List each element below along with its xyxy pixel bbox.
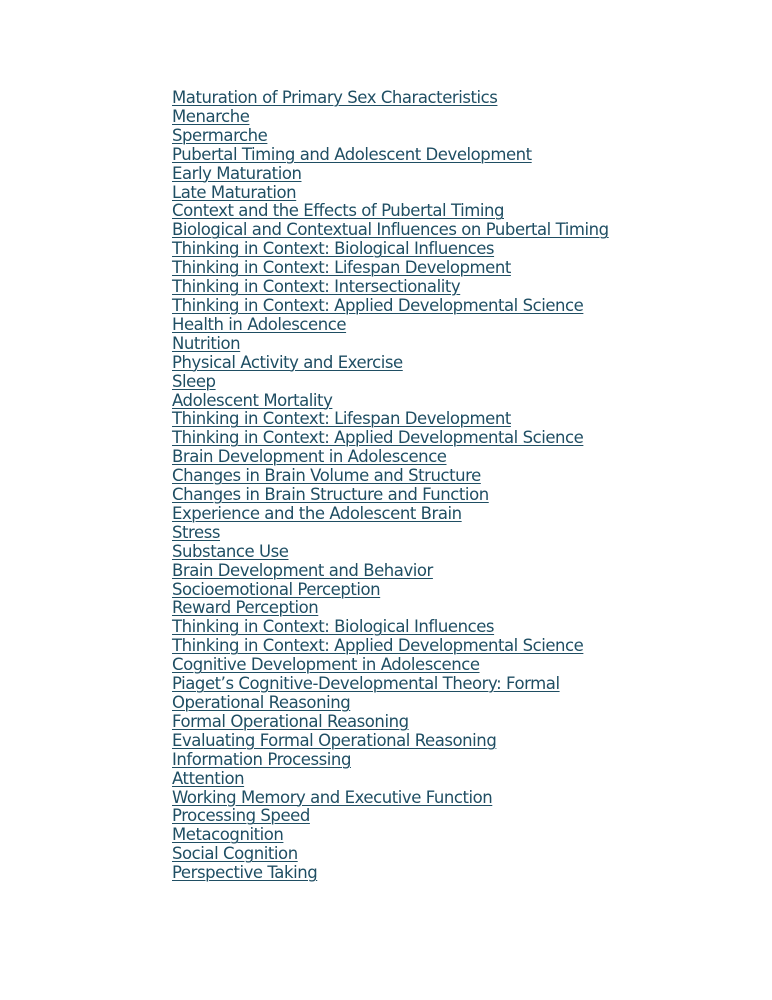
- toc-entry: [172, 562, 652, 581]
- toc-entry: [172, 240, 652, 259]
- toc-link-level-2[interactable]: Thinking in Context: Biological Influences: [172, 239, 495, 259]
- toc-link-level-2[interactable]: Changes in Brain Volume and Structure: [172, 466, 481, 486]
- toc-entry: [172, 807, 652, 826]
- toc-link-level-3[interactable]: Late Maturation: [172, 182, 297, 202]
- toc-entry: [172, 524, 652, 543]
- toc-link-level-2[interactable]: Changes in Brain Structure and Function: [172, 485, 489, 505]
- toc-link-level-3[interactable]: Socioemotional Perception: [172, 579, 381, 599]
- toc-link-level-2[interactable]: Brain Development and Behavior: [172, 560, 433, 580]
- toc-entry: [172, 486, 652, 505]
- toc-entry: [172, 202, 652, 221]
- toc-link-level-2[interactable]: Pubertal Timing and Adolescent Development: [172, 144, 532, 164]
- toc-link-level-2[interactable]: Maturation of Primary Sex Characteristics: [172, 88, 498, 107]
- toc-entry: [172, 770, 652, 789]
- toc-entry: [172, 845, 652, 864]
- toc-entry: [172, 165, 652, 184]
- toc-entry: [172, 354, 652, 373]
- toc-link-level-3[interactable]: Menarche: [172, 106, 250, 126]
- toc-link-level-2[interactable]: Sleep: [172, 371, 216, 391]
- toc-link-level-2[interactable]: Physical Activity and Exercise: [172, 352, 403, 372]
- toc-entry: [172, 429, 652, 448]
- toc-entry: [172, 826, 652, 845]
- toc-link-level-3[interactable]: Processing Speed: [172, 806, 310, 826]
- toc-entry: [172, 108, 652, 127]
- toc-link-level-3[interactable]: Working Memory and Executive Function: [172, 787, 493, 807]
- toc-entry: [172, 316, 652, 335]
- toc-link-level-3[interactable]: Evaluating Formal Operational Reasoning: [172, 730, 497, 750]
- toc-link-level-2[interactable]: Thinking in Context: Intersectionality: [172, 277, 461, 297]
- toc-link-level-2[interactable]: Thinking in Context: Applied Developmental Science: [172, 295, 584, 315]
- toc-link-level-1[interactable]: Cognitive Development in Adolescence: [172, 655, 480, 675]
- toc-entry: [172, 732, 652, 751]
- toc-link-level-2[interactable]: Social Cognition: [172, 844, 298, 864]
- toc-link-level-3[interactable]: Early Maturation: [172, 163, 302, 183]
- toc-link-level-2[interactable]: Biological and Contextual Influences on Pubertal Timing: [172, 220, 609, 240]
- toc-link-level-2[interactable]: Thinking in Context: Applied Developmental Science: [172, 636, 584, 656]
- toc-link-level-2[interactable]: Information Processing: [172, 749, 351, 769]
- toc-link-level-3[interactable]: Stress: [172, 522, 221, 542]
- toc-entry: [172, 410, 652, 429]
- toc-link-level-2[interactable]: Thinking in Context: Lifespan Development: [172, 409, 511, 429]
- toc-entry: [172, 656, 652, 675]
- toc-entry: [172, 637, 652, 656]
- toc-entry: [172, 581, 652, 600]
- toc-entry: [172, 864, 652, 883]
- toc-link-level-2[interactable]: Thinking in Context: Applied Developmental Science: [172, 428, 584, 448]
- toc-link-level-3[interactable]: Reward Perception: [172, 598, 319, 618]
- toc-link-level-3[interactable]: Attention: [172, 768, 245, 788]
- toc-entry: [172, 448, 652, 467]
- toc-link-level-2[interactable]: Nutrition: [172, 333, 241, 353]
- toc-entry: [172, 505, 652, 524]
- toc-entry: [172, 599, 652, 618]
- toc-link-level-3[interactable]: Context and the Effects of Pubertal Timing: [172, 201, 504, 221]
- toc-entry: [172, 543, 652, 562]
- toc-entry: [172, 467, 652, 486]
- toc-entry: [172, 278, 652, 297]
- toc-entry: [172, 127, 652, 146]
- toc-entry: [172, 789, 652, 808]
- table-of-contents: [172, 89, 652, 883]
- toc-link-level-2[interactable]: Adolescent Mortality: [172, 390, 333, 410]
- toc-link-level-2[interactable]: Experience and the Adolescent Brain: [172, 503, 462, 523]
- toc-link-level-3[interactable]: Metacognition: [172, 825, 284, 845]
- toc-link-level-2[interactable]: Piaget’s Cognitive-Developmental Theory: Formal Operational Reasoning: [172, 674, 560, 712]
- toc-link-level-3[interactable]: Spermarche: [172, 125, 268, 145]
- toc-entry: [172, 221, 652, 240]
- toc-entry: [172, 618, 652, 637]
- toc-link-level-3[interactable]: Perspective Taking: [172, 863, 318, 883]
- toc-link-level-3[interactable]: Substance Use: [172, 541, 289, 561]
- toc-entry: [172, 335, 652, 354]
- toc-entry: [172, 259, 652, 278]
- toc-link-level-2[interactable]: Thinking in Context: Lifespan Development: [172, 258, 511, 278]
- toc-entry: [172, 675, 652, 713]
- toc-entry: [172, 146, 652, 165]
- toc-entry: [172, 713, 652, 732]
- toc-entry: [172, 297, 652, 316]
- toc-entry: [172, 392, 652, 411]
- toc-link-level-2[interactable]: Thinking in Context: Biological Influences: [172, 617, 495, 637]
- toc-link-level-1[interactable]: Health in Adolescence: [172, 314, 347, 334]
- toc-entry: [172, 751, 652, 770]
- toc-link-level-1[interactable]: Brain Development in Adolescence: [172, 447, 447, 467]
- toc-entry: [172, 184, 652, 203]
- toc-entry: [172, 373, 652, 392]
- toc-link-level-3[interactable]: Formal Operational Reasoning: [172, 711, 409, 731]
- toc-entry: [172, 89, 652, 108]
